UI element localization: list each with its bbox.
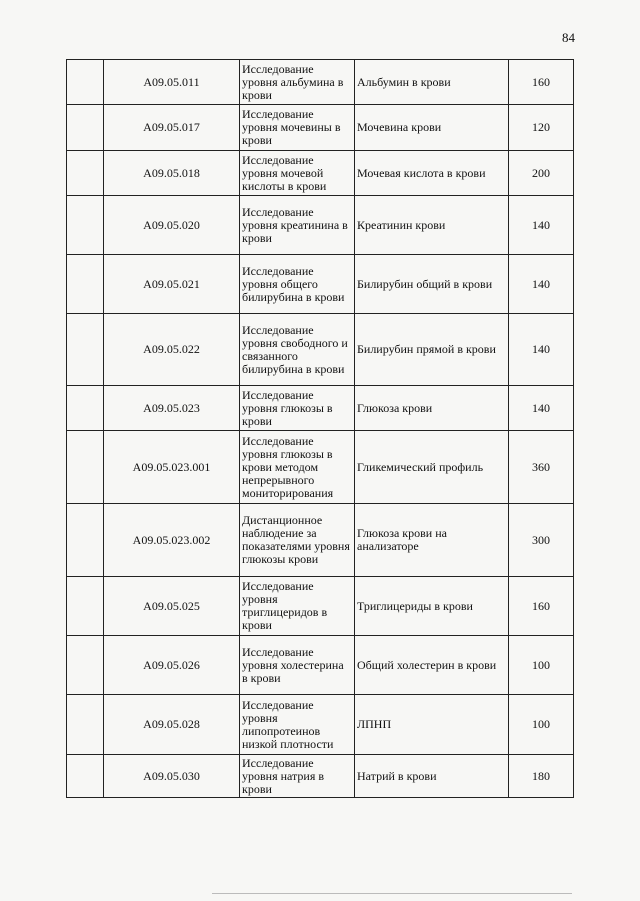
service-code: A09.05.025 [104, 577, 240, 636]
service-code: A09.05.018 [104, 151, 240, 196]
row-number-cell [67, 196, 104, 255]
price: 300 [509, 504, 574, 577]
service-code: A09.05.022 [104, 314, 240, 386]
service-code: A09.05.021 [104, 255, 240, 314]
service-name: Исследование уровня общего билирубина в крови [240, 255, 355, 314]
service-name: Исследование уровня альбумина в крови [240, 60, 355, 105]
row-number-cell [67, 636, 104, 695]
price: 200 [509, 151, 574, 196]
service-code: A09.05.023 [104, 386, 240, 431]
row-number-cell [67, 60, 104, 105]
test-description: ЛПНП [355, 695, 509, 755]
table-row [67, 386, 574, 431]
table-row [67, 60, 574, 105]
service-code: A09.05.026 [104, 636, 240, 695]
footer-divider [212, 893, 572, 894]
test-description: Билирубин общий в крови [355, 255, 509, 314]
table-row [67, 314, 574, 386]
test-description: Триглицериды в крови [355, 577, 509, 636]
table-row [67, 577, 574, 636]
test-description: Глюкоза крови на анализаторе [355, 504, 509, 577]
test-description: Глюкоза крови [355, 386, 509, 431]
service-code: A09.05.017 [104, 105, 240, 151]
service-code: A09.05.011 [104, 60, 240, 105]
test-description: Креатинин крови [355, 196, 509, 255]
row-number-cell [67, 755, 104, 798]
table-row [67, 105, 574, 151]
price: 120 [509, 105, 574, 151]
service-name: Исследование уровня свободного и связанного билирубина в крови [240, 314, 355, 386]
service-name: Исследование уровня холестерина в крови [240, 636, 355, 695]
row-number-cell [67, 577, 104, 636]
price: 140 [509, 255, 574, 314]
test-description: Натрий в крови [355, 755, 509, 798]
test-description: Мочевая кислота в крови [355, 151, 509, 196]
service-name: Исследование уровня мочевины в крови [240, 105, 355, 151]
table-row [67, 431, 574, 504]
service-code: A09.05.020 [104, 196, 240, 255]
table-row [67, 255, 574, 314]
row-number-cell [67, 431, 104, 504]
service-code: A09.05.023.002 [104, 504, 240, 577]
price: 160 [509, 60, 574, 105]
service-name: Исследование уровня глюкозы в крови методом непрерывного мониторирования [240, 431, 355, 504]
page-number: 84 [562, 30, 575, 45]
table-row [67, 695, 574, 755]
table-row [67, 196, 574, 255]
price: 160 [509, 577, 574, 636]
row-number-cell [67, 386, 104, 431]
service-code: A09.05.030 [104, 755, 240, 798]
row-number-cell [67, 504, 104, 577]
test-description: Альбумин в крови [355, 60, 509, 105]
table-body [67, 60, 574, 798]
table-row [67, 151, 574, 196]
price: 140 [509, 314, 574, 386]
service-name: Исследование уровня липопротеинов низкой плотности [240, 695, 355, 755]
service-name: Исследование уровня натрия в крови [240, 755, 355, 798]
service-name: Исследование уровня триглицеридов в крови [240, 577, 355, 636]
service-code: A09.05.023.001 [104, 431, 240, 504]
price-table [66, 59, 574, 798]
service-name: Дистанционное наблюдение за показателями уровня глюкозы крови [240, 504, 355, 577]
service-code: A09.05.028 [104, 695, 240, 755]
table-row [67, 636, 574, 695]
price: 100 [509, 695, 574, 755]
price: 140 [509, 386, 574, 431]
row-number-cell [67, 105, 104, 151]
price: 360 [509, 431, 574, 504]
service-name: Исследование уровня глюкозы в крови [240, 386, 355, 431]
row-number-cell [67, 314, 104, 386]
price: 100 [509, 636, 574, 695]
row-number-cell [67, 695, 104, 755]
price: 180 [509, 755, 574, 798]
row-number-cell [67, 151, 104, 196]
table-row [67, 504, 574, 577]
service-name: Исследование уровня креатинина в крови [240, 196, 355, 255]
test-description: Гликемический профиль [355, 431, 509, 504]
service-name: Исследование уровня мочевой кислоты в крови [240, 151, 355, 196]
test-description: Билирубин прямой в крови [355, 314, 509, 386]
price: 140 [509, 196, 574, 255]
test-description: Общий холестерин в крови [355, 636, 509, 695]
row-number-cell [67, 255, 104, 314]
table-row [67, 755, 574, 798]
test-description: Мочевина крови [355, 105, 509, 151]
